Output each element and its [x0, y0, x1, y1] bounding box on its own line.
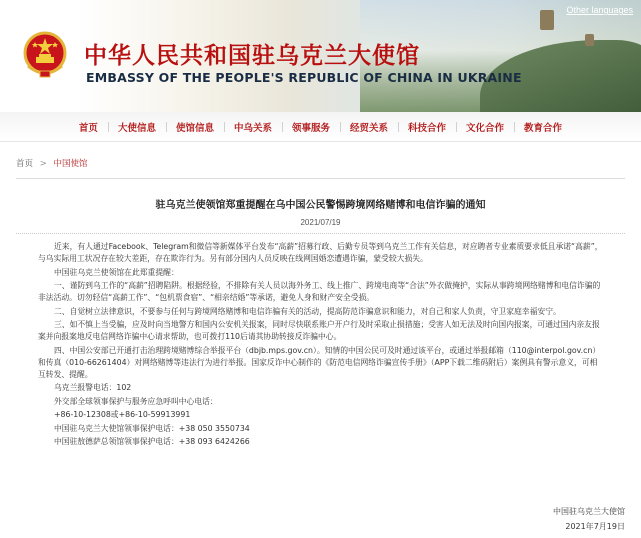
- nav-item-relations[interactable]: 中乌关系: [224, 120, 282, 134]
- banner-great-wall-tower: [540, 10, 554, 30]
- contact-mfa-center: 外交部全球领事保护与服务应急呼叫中心电话：: [54, 396, 218, 406]
- site-title-chinese: 中华人民共和国驻乌克兰大使馆: [84, 43, 420, 69]
- breadcrumb-current[interactable]: 中国使馆: [53, 159, 88, 169]
- nav-item-education[interactable]: 教育合作: [514, 120, 572, 134]
- contact-odesa-consulate: 中国驻敖德萨总领馆领事保护电话：+38 093 6424266: [54, 437, 250, 446]
- paragraph-intro: 近来，有人通过Facebook、Telegram和微信等新媒体平台发布“高薪”招募行政、后勤专员等到乌克兰工作有关信息，对应聘者专业素质要求低且承诺“高薪”，与乌实际用工状况存在较大差距，存在欺诈行为。另有部分国内人员反映在线网国婚恋遭遇诈骗，蒙受较大损失。: [38, 242, 603, 263]
- divider: [16, 233, 625, 234]
- paragraph-point-2: 二、自觉树立法律意识，不要参与任何与跨境网络赌博和电信诈骗有关的活动，提高防范诈骗意识和能力，对自己和家人负责，守卫家庭幸福安宁。: [54, 306, 561, 316]
- nav-item-home[interactable]: 首页: [78, 123, 98, 134]
- breadcrumb-separator: >: [39, 159, 47, 169]
- contact-mfa-numbers: +86-10-12308或+86-10-59913991: [54, 410, 191, 419]
- signature-date: 2021年7月19日: [565, 522, 625, 531]
- paragraph-point-4: 四、中国公安部已开通打击治理跨境赌博综合举报平台（dbjb.mps.gov.cn）。知情的中国公民可及时通过该平台，或通过举报邮箱（110@interpol.gov.cn）和传真（010-66261404）对网络赌博等违法行为进行举报。国家反诈中心制作的《防范电信网络诈骗宣传手册》（APP下载二维码附后）案例具有警示意义，可相互转发、提醒。: [38, 345, 601, 379]
- contact-embassy: 中国驻乌克兰大使馆领事保护电话：+38 050 3550734: [54, 423, 250, 433]
- site-title-english: EMBASSY OF THE PEOPLE'S REPUBLIC OF CHINA IN UKRAINE: [86, 70, 522, 85]
- header-banner: [0, 0, 641, 112]
- nav-item-consular[interactable]: 领事服务: [282, 120, 340, 134]
- nav-item-ambassador[interactable]: 大使信息: [108, 120, 166, 134]
- article-body: [38, 241, 605, 450]
- nav-item-economy[interactable]: 经贸关系: [340, 120, 398, 134]
- other-languages-link[interactable]: Other languages: [566, 5, 633, 15]
- article-container: [16, 178, 625, 538]
- nav-item-embassy-info[interactable]: 使馆信息: [166, 120, 224, 134]
- paragraph-point-1: 一、谨防到乌工作的“高薪”招聘陷阱。根据经验，不排除有关人员以海外务工、线上推广、跨境电商等“合法”外衣做掩护，实际从事跨境网络赌博和电信诈骗的非法活动。切勿轻信“高薪工作”、“包机票食宿”、“相亲结婚”等承诺，避免人身和财产安全受损。: [38, 281, 601, 302]
- nav-item-technology[interactable]: 科技合作: [398, 120, 456, 134]
- contact-police: 乌克兰报警电话：102: [54, 383, 132, 392]
- nav-item-culture[interactable]: 文化合作: [456, 120, 514, 134]
- signature: 中国驻乌克兰大使馆: [553, 507, 625, 516]
- article-date: 2021/07/19: [300, 218, 341, 227]
- national-emblem-icon: [22, 30, 68, 80]
- main-nav: [0, 112, 641, 142]
- paragraph-reminder-heading: 中国驻乌克兰使领馆在此郑重提醒：: [54, 267, 179, 277]
- paragraph-point-3: 三、如不慎上当受骗，应及时向当地警方和国内公安机关报案，同时尽快联系账户开户行及时采取止损措施；受害人如无法及时向国内报案，可通过国内亲友报案并向报案地反电信网络诈骗中心请求帮助，也可拨打110后请其协助转接反诈骗中心。: [38, 320, 600, 341]
- breadcrumb-home[interactable]: 首页: [16, 159, 34, 169]
- banner-great-wall-tower: [585, 34, 594, 46]
- article-title: 驻乌克兰使领馆郑重提醒在乌中国公民警惕跨境网络赌博和电信诈骗的通知: [155, 200, 486, 211]
- breadcrumb: [16, 157, 92, 169]
